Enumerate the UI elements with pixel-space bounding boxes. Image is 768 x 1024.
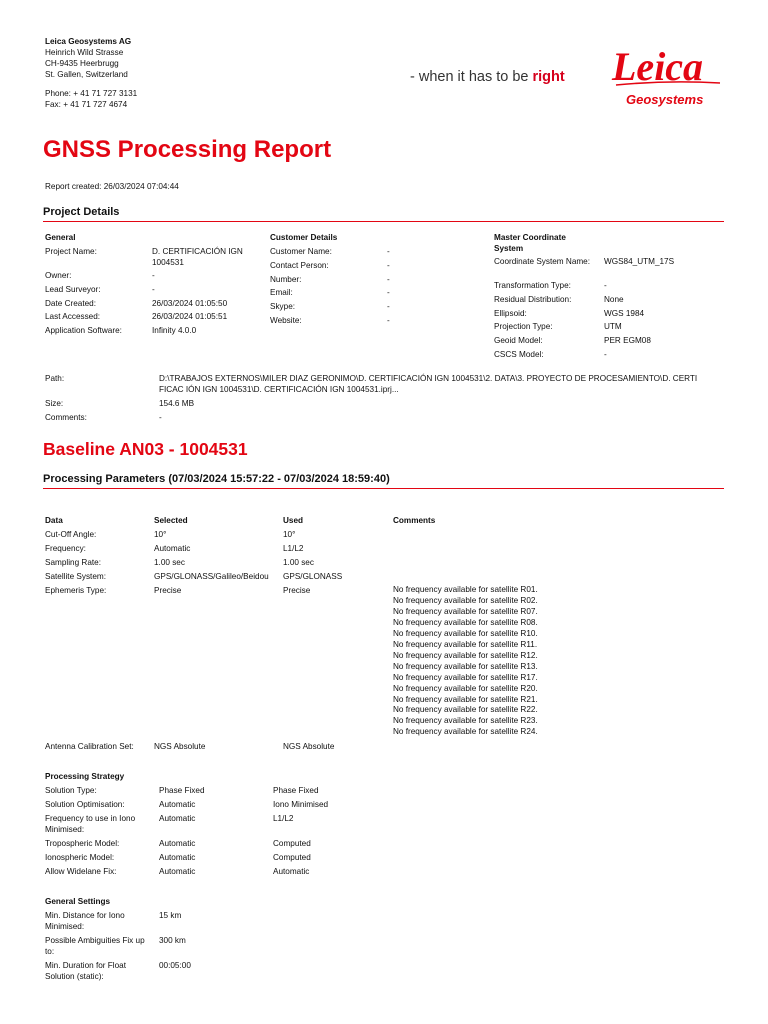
setting-label: Min. Distance for Iono Minimised: <box>45 911 125 932</box>
customer-value: - <box>387 260 390 270</box>
coord-row <box>494 349 724 363</box>
company-street: Heinrich Wild Strasse <box>45 48 124 57</box>
customer-row <box>270 301 470 315</box>
coord-value: - <box>604 349 607 359</box>
param-used: 10° <box>283 530 296 539</box>
general-settings-heading: General Settings <box>45 897 111 906</box>
setting-label: Min. Duration for Float Solution (static): <box>45 961 126 982</box>
report-title: GNSS Processing Report <box>43 136 332 163</box>
path-value: D:\TRABAJOS EXTERNOS\MILER DIAZ GERONIMO\D. CERTIFICACIÓN IGN 1004531\2. DATA\3. PROYECTO DE PROCESAMIENTO\D. CERTIFICAC IÓN IGN 1004531\D. CERTIFICACIÓN IGN 1004531.iprj... <box>159 374 698 395</box>
strategy-selected: Automatic <box>159 839 196 848</box>
comment-line: No frequency available for satellite R22. <box>393 705 538 715</box>
customer-value: - <box>387 315 390 325</box>
strategy-used: Computed <box>273 839 311 848</box>
strategy-label: Solution Type: <box>45 786 97 795</box>
param-data: Cut-Off Angle: <box>45 530 97 539</box>
comment-line: No frequency available for satellite R02. <box>393 595 538 605</box>
customer-value: - <box>387 288 390 298</box>
param-selected: NGS Absolute <box>154 742 206 751</box>
customer-label: Website: <box>270 315 302 325</box>
strategy-used: Phase Fixed <box>273 786 319 795</box>
param-data: Frequency: <box>45 544 86 553</box>
param-data: Sampling Rate: <box>45 558 101 567</box>
coord-row <box>494 335 724 349</box>
strategy-used: Automatic <box>273 867 310 876</box>
coord-row <box>494 294 724 308</box>
general-label: Lead Surveyor: <box>45 284 101 294</box>
report-created: Report created: 26/03/2024 07:04:44 <box>45 182 179 191</box>
company-fax: Fax: + 41 71 727 4674 <box>45 100 128 109</box>
company-name: Leica Geosystems AG <box>45 37 132 46</box>
col-header-data: Data <box>45 516 63 525</box>
strategy-label: Solution Optimisation: <box>45 800 125 809</box>
logo-subtitle: Geosystems <box>626 92 704 107</box>
comment-line: No frequency available for satellite R11. <box>393 639 538 649</box>
coord-heading: Master Coordinate System <box>494 233 566 254</box>
general-row <box>45 270 260 284</box>
customer-value: - <box>387 247 390 256</box>
general-list <box>45 246 260 339</box>
processing-strategy-heading: Processing Strategy <box>45 772 125 781</box>
general-label: Project Name: <box>45 247 97 256</box>
comment-line: No frequency available for satellite R12. <box>393 650 538 660</box>
setting-value: 00:05:00 <box>159 961 191 970</box>
coord-label: Projection Type: <box>494 322 553 332</box>
param-selected: Precise <box>154 586 182 595</box>
coord-label: Residual Distribution: <box>494 294 572 304</box>
param-data: Antenna Calibration Set: <box>45 742 134 751</box>
param-selected: 1.00 sec <box>154 558 185 567</box>
coord-row <box>494 256 724 280</box>
customer-heading: Customer Details <box>270 233 338 242</box>
brand-tagline <box>410 68 565 88</box>
coord-label: Transformation Type: <box>494 281 571 290</box>
coord-row <box>494 280 724 294</box>
strategy-label: Allow Widelane Fix: <box>45 867 117 876</box>
general-value: 26/03/2024 01:05:51 <box>152 312 228 322</box>
strategy-used: Computed <box>273 853 311 862</box>
strategy-used: L1/L2 <box>273 814 294 823</box>
general-row <box>45 298 260 312</box>
general-row <box>45 246 260 270</box>
coord-value: - <box>604 281 607 290</box>
comment-line: No frequency available for satellite R01. <box>393 585 538 594</box>
comment-line: No frequency available for satellite R13. <box>393 661 538 671</box>
comment-line: No frequency available for satellite R10. <box>393 628 538 638</box>
param-data: Ephemeris Type: <box>45 586 107 595</box>
param-used: NGS Absolute <box>283 742 335 751</box>
coord-row <box>494 308 724 322</box>
comment-line: No frequency available for satellite R17. <box>393 672 538 682</box>
leica-logo <box>608 40 738 110</box>
coord-label: Geoid Model: <box>494 336 543 346</box>
size-value: 154.6 MB <box>159 399 195 408</box>
general-heading: General <box>45 233 76 242</box>
customer-row <box>270 274 470 288</box>
general-label: Owner: <box>45 271 72 280</box>
comment-line: No frequency available for satellite R07. <box>393 606 538 616</box>
col-header-comments: Comments <box>393 516 436 525</box>
company-country: St. Gallen, Switzerland <box>45 70 128 79</box>
comment-line: No frequency available for satellite R08. <box>393 617 538 627</box>
tagline-emphasis: right <box>532 69 565 85</box>
size-label: Size: <box>45 399 64 408</box>
customer-value: - <box>387 274 390 284</box>
setting-value: 300 km <box>159 936 186 945</box>
strategy-label: Tropospheric Model: <box>45 839 120 848</box>
customer-label: Email: <box>270 288 293 298</box>
strategy-used: Iono Minimised <box>273 800 329 809</box>
processing-params-heading: Processing Parameters (07/03/2024 15:57:22 - 07/03/2024 18:59:40) <box>43 472 724 489</box>
comment-line: No frequency available for satellite R21. <box>393 694 538 704</box>
general-row <box>45 325 260 339</box>
coord-list <box>494 256 724 363</box>
general-value: D. CERTIFICACIÓN IGN 1004531 <box>152 247 243 268</box>
customer-row <box>270 260 470 274</box>
setting-value: 15 km <box>159 911 182 920</box>
param-used: GPS/GLONASS <box>283 572 343 581</box>
param-used: L1/L2 <box>283 544 304 553</box>
logo-word: Leica <box>612 44 704 89</box>
col-header-selected: Selected <box>154 516 188 525</box>
strategy-selected: Automatic <box>159 853 196 862</box>
strategy-label: Ionospheric Model: <box>45 853 115 862</box>
coord-label: Coordinate System Name: <box>494 257 591 266</box>
customer-value: - <box>387 302 390 312</box>
param-used: 1.00 sec <box>283 558 314 567</box>
general-value: 26/03/2024 01:05:50 <box>152 298 228 308</box>
comment-line: No frequency available for satellite R24. <box>393 727 538 737</box>
col-header-used: Used <box>283 516 304 525</box>
coord-label: Ellipsoid: <box>494 308 527 318</box>
param-selected: 10° <box>154 530 167 539</box>
general-value: - <box>152 271 155 280</box>
param-data: Satellite System: <box>45 572 106 581</box>
general-label: Last Accessed: <box>45 312 101 322</box>
coord-value: None <box>604 294 624 304</box>
customer-row <box>270 246 470 260</box>
general-row <box>45 311 260 325</box>
customer-label: Contact Person: <box>270 260 329 270</box>
strategy-label: Frequency to use in Iono Minimised: <box>45 814 136 835</box>
param-selected: GPS/GLONASS/Galileo/Beidou <box>154 572 269 581</box>
coord-value: WGS84_UTM_17S <box>604 257 675 266</box>
coord-value: PER EGM08 <box>604 336 651 346</box>
comment-line: No frequency available for satellite R20. <box>393 683 538 693</box>
company-phone: Phone: + 41 71 727 3131 <box>45 89 138 98</box>
comments-label: Comments: <box>45 413 87 422</box>
company-address <box>45 36 137 110</box>
strategy-selected: Automatic <box>159 800 196 809</box>
ephemeris-comments <box>393 585 538 738</box>
customer-list <box>270 246 470 329</box>
customer-label: Skype: <box>270 302 296 312</box>
customer-label: Customer Name: <box>270 247 332 256</box>
customer-row <box>270 287 470 301</box>
general-row <box>45 284 260 298</box>
strategy-selected: Phase Fixed <box>159 786 205 795</box>
general-label: Date Created: <box>45 298 96 308</box>
baseline-title: Baseline AN03 - 1004531 <box>43 439 248 459</box>
strategy-selected: Automatic <box>159 867 196 876</box>
coord-label: CSCS Model: <box>494 349 544 359</box>
customer-row <box>270 315 470 329</box>
coord-value: WGS 1984 <box>604 308 645 318</box>
param-used: Precise <box>283 586 311 595</box>
path-label: Path: <box>45 374 65 383</box>
general-label: Application Software: <box>45 326 122 336</box>
comment-line: No frequency available for satellite R23. <box>393 716 538 726</box>
setting-label: Possible Ambiguities Fix up to: <box>45 936 145 957</box>
project-details-heading: Project Details <box>43 205 724 222</box>
general-value: - <box>152 284 155 294</box>
param-selected: Automatic <box>154 544 191 553</box>
strategy-selected: Automatic <box>159 814 196 823</box>
general-value: Infinity 4.0.0 <box>152 326 197 336</box>
tagline-text: - when it has to be <box>410 69 533 85</box>
comments-value: - <box>159 413 162 422</box>
customer-label: Number: <box>270 274 302 284</box>
coord-value: UTM <box>604 322 622 332</box>
coord-row <box>494 321 724 335</box>
company-city: CH-9435 Heerbrugg <box>45 59 119 68</box>
